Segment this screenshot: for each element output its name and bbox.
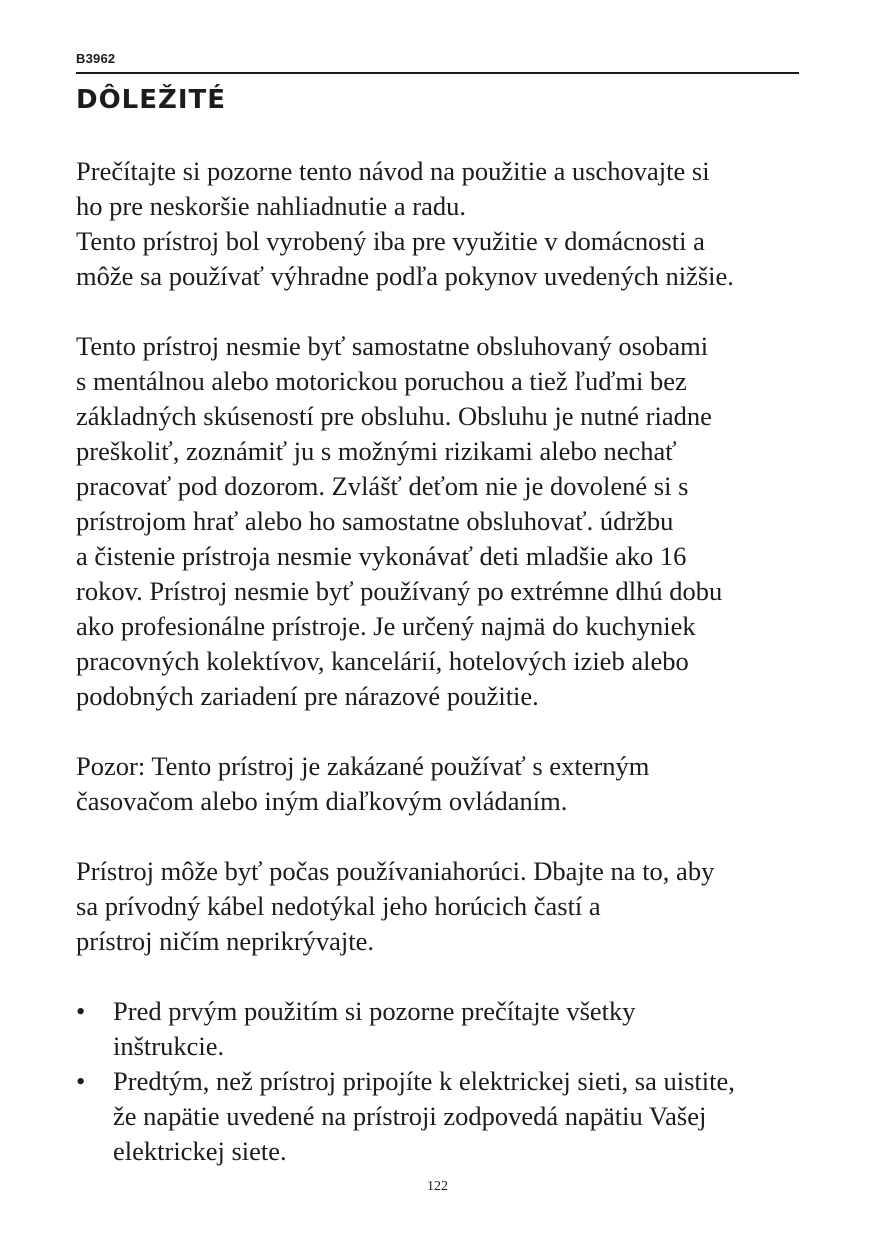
text-line: podobných zariadení pre nárazové použitie. — [76, 681, 539, 711]
paragraph-warning — [76, 749, 811, 819]
text-line: s mentálnou alebo motorickou poruchou a tiež ľuďmi bez — [76, 366, 687, 396]
text-line: sa prívodný kábel nedotýkal jeho horúcich častí a — [76, 891, 601, 921]
text-line: môže sa používať výhradne podľa pokynov uvedených nižšie. — [76, 261, 734, 291]
bullet-icon: • — [76, 996, 86, 1026]
text-line: rokov. Prístroj nesmie byť používaný po extrémne dlhú dobu — [76, 576, 723, 606]
text-line: Tento prístroj nesmie byť samostatne obsluhovaný osobami — [76, 331, 709, 361]
text-line: základných skúseností pre obsluhu. Obsluhu je nutné riadne — [76, 401, 712, 431]
text-line: Pozor: Tento prístroj je zakázané používať s externým — [76, 751, 650, 781]
header-rule — [76, 72, 799, 74]
text-line: Prístroj môže byť počas používaniahorúci. Dbajte na to, aby — [76, 856, 715, 886]
instruction-list — [76, 994, 811, 1169]
text-line: Pred prvým použitím si pozorne prečítajte všetky — [113, 996, 636, 1026]
page-number: 122 — [427, 1179, 448, 1194]
document-body — [76, 154, 811, 1169]
paragraph-hot-surface — [76, 854, 811, 959]
text-line: elektrickej siete. — [113, 1136, 287, 1166]
page-title: DÔLEŽITÉ — [76, 85, 227, 115]
paragraph-intro — [76, 154, 811, 294]
text-line: Prečítajte si pozorne tento návod na použitie a uschovajte si — [76, 156, 710, 186]
model-number: B3962 — [76, 51, 116, 66]
text-line: prístrojom hrať alebo ho samostatne obsluhovať. údržbu — [76, 506, 674, 536]
text-line: Predtým, než prístroj pripojíte k elektrickej sieti, sa uistite, — [113, 1066, 735, 1096]
text-line: časovačom alebo iným diaľkovým ovládaním. — [76, 786, 568, 816]
list-item — [76, 994, 811, 1064]
text-line: že napätie uvedené na prístroji zodpovedá napätiu Vašej — [113, 1101, 707, 1131]
list-item — [76, 1064, 811, 1169]
text-line: preškoliť, zoznámiť ju s možnými rizikami alebo nechať — [76, 436, 677, 466]
paragraph-restrictions — [76, 329, 811, 714]
text-line: pracovať pod dozorom. Zvlášť deťom nie je dovolené si s — [76, 471, 689, 501]
text-line: inštrukcie. — [113, 1031, 225, 1061]
text-line: prístroj ničím neprikrývajte. — [76, 926, 375, 956]
bullet-icon: • — [76, 1066, 86, 1096]
text-line: ho pre neskoršie nahliadnutie a radu. — [76, 191, 467, 221]
text-line: ako profesionálne prístroje. Je určený najmä do kuchyniek — [76, 611, 696, 641]
text-line: pracovných kolektívov, kancelárií, hotelových izieb alebo — [76, 646, 689, 676]
text-line: a čistenie prístroja nesmie vykonávať deti mladšie ako 16 — [76, 541, 687, 571]
text-line: Tento prístroj bol vyrobený iba pre využitie v domácnosti a — [76, 226, 705, 256]
